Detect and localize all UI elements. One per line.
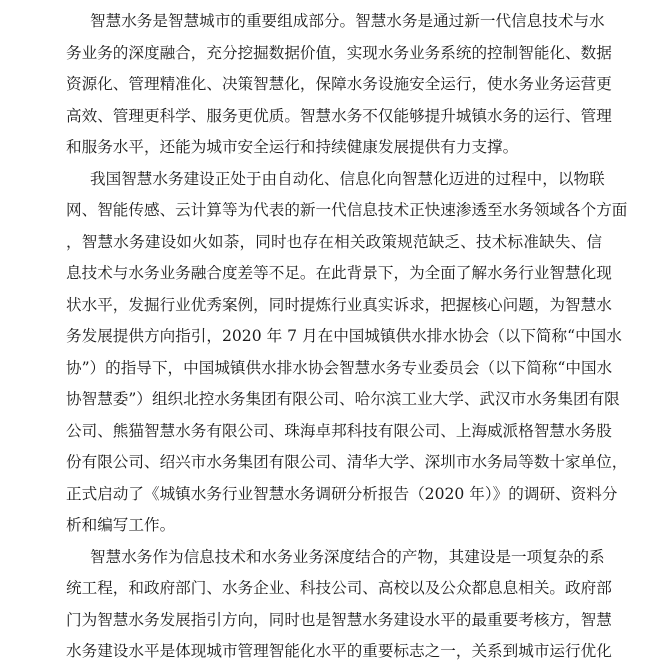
paragraph-1-line-2: 务业务的深度融合，充分挖掘数据价值，实现水务业务系统的控制智能化、数据 — [66, 43, 612, 62]
paragraph-2-line-9: 公司、熊猫智慧水务有限公司、珠海卓邦科技有限公司、上海威派格智慧水务股 — [66, 421, 612, 440]
paragraph-2-line-2: 网、智能传感、云计算等为代表的新一代信息技术正快速渗透至水务领域各个方面 — [66, 201, 628, 219]
paragraph-2-line-10: 份有限公司、绍兴市水务集团有限公司、清华大学、深圳市水务局等数十家单位， — [66, 453, 628, 471]
paragraph-3-line-4: 水务建设水平是体现城市管理智能化水平的重要标志之一，关系到城市运行优化 — [66, 642, 612, 660]
body-text — [66, 6, 628, 668]
paragraph-2-line-7: 协”）的指导下，中国城镇供水排水协会智慧水务专业委员会（以下简称“中国水 — [66, 358, 613, 377]
paragraph-2-line-4: 息技术与水务业务融合度差等不足。在此背景下，为全面了解水务行业智慧化现 — [66, 264, 612, 282]
paragraph-2-line-12: 析和编写工作。 — [66, 516, 176, 534]
paragraph-3-line-2: 统工程，和政府部门、水务企业、科技公司、高校以及公众都息息相关。政府部 — [66, 579, 612, 597]
paragraph-1-line-4: 高效、管理更科学、服务更优质。智慧水务不仅能够提升城镇水务的运行、管理 — [66, 106, 612, 125]
paragraph-2-line-11: 正式启动了《城镇水务行业智慧水务调研分析报告（2020 年）》的调研、资料分 — [66, 484, 618, 503]
paragraph-3-line-3: 门为智慧水务发展指引方向，同时也是智慧水务建设水平的最重要考核方，智慧 — [66, 610, 612, 629]
paragraph-1-line-1: 智慧水务是智慧城市的重要组成部分。智慧水务是通过新一代信息技术与水 — [90, 12, 605, 30]
paragraph-2-line-6: 务发展提供方向指引，2020 年 7 月在中国城镇供水排水协会（以下简称“中国水 — [66, 327, 622, 345]
paragraph-1-line-5: 和服务水平，还能为城市安全运行和持续健康发展提供有力支撑。 — [66, 138, 519, 156]
paragraph-2-line-8: 协智慧委”）组织北控水务集团有限公司、哈尔滨工业大学、武汉市水务集团有限 — [66, 390, 620, 408]
paragraph-2-line-5: 状水平，发掘行业优秀案例，同时提炼行业真实诉求，把握核心问题，为智慧水 — [66, 295, 612, 314]
paragraph-3-line-1: 智慧水务作为信息技术和水务业务深度结合的产物，其建设是一项复杂的系 — [90, 547, 605, 566]
paragraph-1-line-3: 资源化、管理精准化、决策智慧化，保障水务设施安全运行，使水务业务运营更 — [66, 75, 612, 93]
paragraph-2-line-1: 我国智慧水务建设正处于由自动化、信息化向智慧化迈进的过程中，以物联 — [90, 169, 605, 188]
paragraph-2-line-3: ，智慧水务建设如火如荼，同时也存在相关政策规范缺乏、技术标准缺失、信 — [66, 232, 602, 251]
